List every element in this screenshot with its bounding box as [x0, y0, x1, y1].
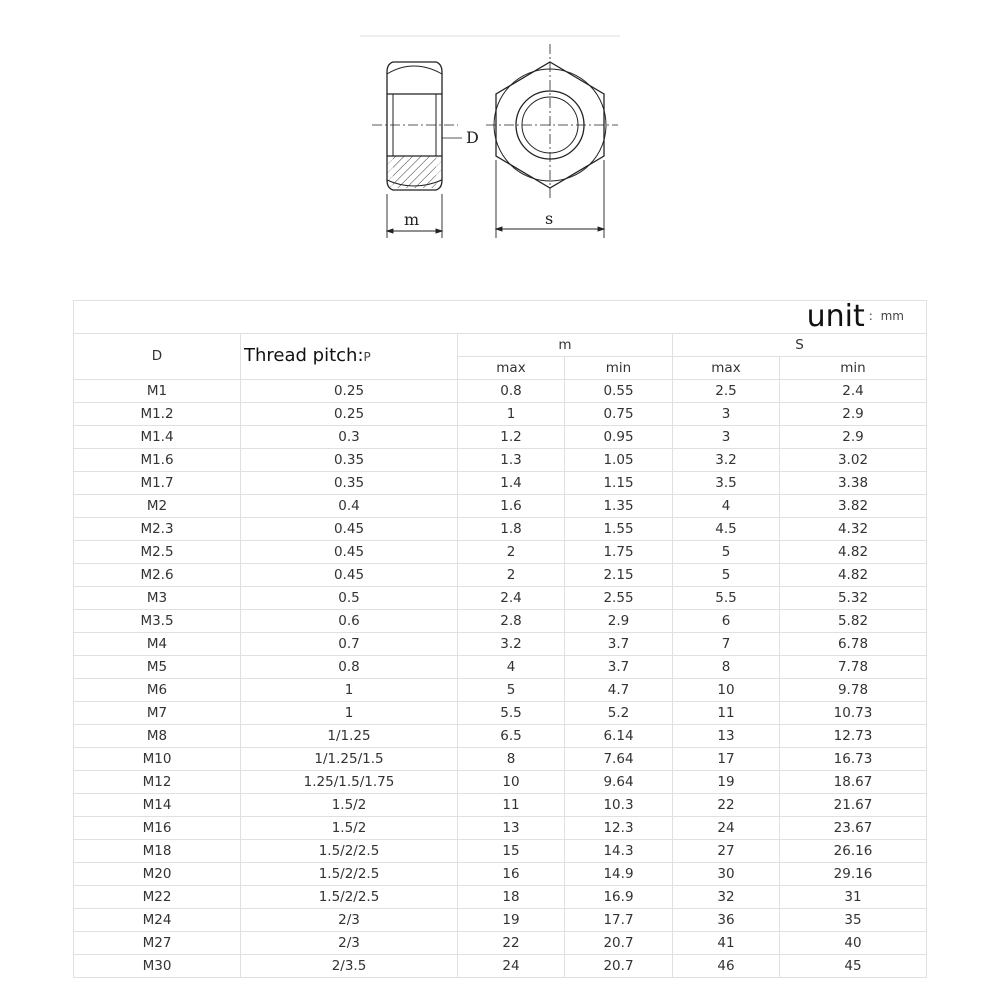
- cell-pitch: 2/3: [241, 908, 458, 931]
- cell-pitch: 1: [241, 678, 458, 701]
- cell-pitch: 1.5/2/2.5: [241, 885, 458, 908]
- table-row: [74, 540, 927, 563]
- table-row: [74, 724, 927, 747]
- cell-s-min: 2.4: [780, 379, 927, 402]
- cell-m-max: 5: [458, 678, 565, 701]
- cell-m-max: 3.2: [458, 632, 565, 655]
- cell-pitch: 0.25: [241, 402, 458, 425]
- cell-m-max: 1.3: [458, 448, 565, 471]
- cell-s-max: 6: [673, 609, 780, 632]
- cell-s-min: 2.9: [780, 425, 927, 448]
- unit-cell: unit : mm: [74, 301, 927, 334]
- cell-pitch: 1.5/2: [241, 793, 458, 816]
- cell-d: M4: [74, 632, 241, 655]
- cell-d: M2: [74, 494, 241, 517]
- cell-m-max: 4: [458, 655, 565, 678]
- cell-m-max: 8: [458, 747, 565, 770]
- hex-nut-drawing: [360, 34, 630, 244]
- table-row: [74, 839, 927, 862]
- unit-label: unit: [806, 300, 865, 333]
- cell-s-min: 9.78: [780, 678, 927, 701]
- cell-m-min: 6.14: [565, 724, 673, 747]
- cell-pitch: 0.3: [241, 425, 458, 448]
- table-row: [74, 747, 927, 770]
- cell-m-max: 1.8: [458, 517, 565, 540]
- header-pitch: [241, 333, 458, 379]
- cell-d: M1.4: [74, 425, 241, 448]
- cell-m-min: 1.75: [565, 540, 673, 563]
- cell-pitch: 1.25/1.5/1.75: [241, 770, 458, 793]
- cell-d: M5: [74, 655, 241, 678]
- cell-pitch: 0.45: [241, 540, 458, 563]
- cell-m-max: 1.2: [458, 425, 565, 448]
- cell-s-max: 41: [673, 931, 780, 954]
- table-row: [74, 471, 927, 494]
- cell-s-min: 3.02: [780, 448, 927, 471]
- cell-s-min: 18.67: [780, 770, 927, 793]
- cell-s-min: 4.32: [780, 517, 927, 540]
- table-row: [74, 954, 927, 977]
- cell-m-max: 0.8: [458, 379, 565, 402]
- table-row: [74, 793, 927, 816]
- cell-m-max: 2: [458, 563, 565, 586]
- cell-pitch: 1: [241, 701, 458, 724]
- cell-s-max: 36: [673, 908, 780, 931]
- cell-d: M1: [74, 379, 241, 402]
- cell-s-max: 27: [673, 839, 780, 862]
- cell-m-max: 22: [458, 931, 565, 954]
- cell-pitch: 0.6: [241, 609, 458, 632]
- cell-s-min: 12.73: [780, 724, 927, 747]
- cell-s-max: 2.5: [673, 379, 780, 402]
- cell-d: M30: [74, 954, 241, 977]
- cell-m-max: 1: [458, 402, 565, 425]
- cell-d: M16: [74, 816, 241, 839]
- cell-m-min: 1.55: [565, 517, 673, 540]
- cell-s-min: 4.82: [780, 540, 927, 563]
- cell-d: M2.6: [74, 563, 241, 586]
- cell-m-min: 10.3: [565, 793, 673, 816]
- cell-m-min: 0.95: [565, 425, 673, 448]
- cell-pitch: 0.35: [241, 448, 458, 471]
- cell-s-min: 7.78: [780, 655, 927, 678]
- table-row: [74, 931, 927, 954]
- cell-m-max: 24: [458, 954, 565, 977]
- cell-s-max: 3.5: [673, 471, 780, 494]
- cell-m-min: 1.05: [565, 448, 673, 471]
- cell-s-min: 40: [780, 931, 927, 954]
- table-row: [74, 517, 927, 540]
- cell-pitch: 0.4: [241, 494, 458, 517]
- cell-pitch: 0.35: [241, 471, 458, 494]
- cell-m-max: 18: [458, 885, 565, 908]
- cell-s-max: 5: [673, 540, 780, 563]
- header-m-min: min: [565, 356, 673, 379]
- cell-s-max: 13: [673, 724, 780, 747]
- cell-s-min: 5.82: [780, 609, 927, 632]
- header-d: D: [74, 333, 241, 379]
- cell-m-min: 4.7: [565, 678, 673, 701]
- cell-m-max: 1.4: [458, 471, 565, 494]
- table-row: [74, 678, 927, 701]
- cell-m-min: 1.35: [565, 494, 673, 517]
- cell-s-max: 3: [673, 425, 780, 448]
- cell-s-min: 26.16: [780, 839, 927, 862]
- cell-m-max: 5.5: [458, 701, 565, 724]
- drawing-label-d: D: [466, 128, 479, 147]
- cell-m-max: 13: [458, 816, 565, 839]
- cell-s-min: 31: [780, 885, 927, 908]
- header-s-min: min: [780, 356, 927, 379]
- cell-pitch: 0.5: [241, 586, 458, 609]
- cell-m-max: 2: [458, 540, 565, 563]
- cell-m-max: 6.5: [458, 724, 565, 747]
- cell-m-min: 17.7: [565, 908, 673, 931]
- header-s: S: [673, 333, 927, 356]
- cell-m-min: 2.55: [565, 586, 673, 609]
- table-row: [74, 908, 927, 931]
- cell-s-min: 3.82: [780, 494, 927, 517]
- cell-d: M22: [74, 885, 241, 908]
- cell-m-min: 3.7: [565, 632, 673, 655]
- table-row: [74, 609, 927, 632]
- cell-pitch: 0.45: [241, 563, 458, 586]
- cell-d: M2.5: [74, 540, 241, 563]
- cell-m-max: 15: [458, 839, 565, 862]
- cell-s-max: 30: [673, 862, 780, 885]
- cell-pitch: 0.7: [241, 632, 458, 655]
- cell-pitch: 0.45: [241, 517, 458, 540]
- cell-m-min: 2.15: [565, 563, 673, 586]
- cell-s-min: 21.67: [780, 793, 927, 816]
- cell-s-max: 5.5: [673, 586, 780, 609]
- cell-s-min: 29.16: [780, 862, 927, 885]
- table-row: [74, 632, 927, 655]
- cell-m-min: 20.7: [565, 954, 673, 977]
- header-m-max: max: [458, 356, 565, 379]
- cell-m-min: 16.9: [565, 885, 673, 908]
- header-row-1: [74, 333, 927, 356]
- cell-m-min: 20.7: [565, 931, 673, 954]
- cell-m-max: 16: [458, 862, 565, 885]
- cell-d: M6: [74, 678, 241, 701]
- cell-s-max: 17: [673, 747, 780, 770]
- unit-row: [74, 301, 927, 334]
- cell-m-min: 14.9: [565, 862, 673, 885]
- cell-s-max: 24: [673, 816, 780, 839]
- header-pitch-symbol: P: [363, 349, 371, 364]
- cell-d: M24: [74, 908, 241, 931]
- table-row: [74, 448, 927, 471]
- cell-m-max: 2.4: [458, 586, 565, 609]
- spec-table: [73, 300, 927, 978]
- drawing-label-m: m: [404, 210, 420, 229]
- header-pitch-label: Thread pitch:: [244, 344, 364, 366]
- table-row: [74, 816, 927, 839]
- cell-d: M12: [74, 770, 241, 793]
- cell-s-min: 23.67: [780, 816, 927, 839]
- cell-pitch: 1.5/2/2.5: [241, 862, 458, 885]
- cell-d: M27: [74, 931, 241, 954]
- cell-pitch: 0.25: [241, 379, 458, 402]
- cell-m-max: 2.8: [458, 609, 565, 632]
- cell-m-max: 1.6: [458, 494, 565, 517]
- nut-side-view: [387, 62, 442, 190]
- cell-s-min: 35: [780, 908, 927, 931]
- cell-d: M3.5: [74, 609, 241, 632]
- drawing-label-s: s: [545, 209, 554, 228]
- cell-m-max: 10: [458, 770, 565, 793]
- cell-s-min: 6.78: [780, 632, 927, 655]
- cell-s-max: 22: [673, 793, 780, 816]
- cell-s-max: 19: [673, 770, 780, 793]
- cell-m-min: 0.55: [565, 379, 673, 402]
- cell-d: M2.3: [74, 517, 241, 540]
- cell-d: M20: [74, 862, 241, 885]
- cell-pitch: 1.5/2: [241, 816, 458, 839]
- table-row: [74, 885, 927, 908]
- table-row: [74, 379, 927, 402]
- table-row: [74, 862, 927, 885]
- cell-s-max: 5: [673, 563, 780, 586]
- table-row: [74, 655, 927, 678]
- cell-d: M7: [74, 701, 241, 724]
- table-row: [74, 770, 927, 793]
- cell-pitch: 2/3.5: [241, 954, 458, 977]
- header-s-max: max: [673, 356, 780, 379]
- cell-s-min: 5.32: [780, 586, 927, 609]
- cell-m-min: 14.3: [565, 839, 673, 862]
- cell-d: M1.6: [74, 448, 241, 471]
- table-row: [74, 425, 927, 448]
- cell-d: M8: [74, 724, 241, 747]
- cell-s-max: 8: [673, 655, 780, 678]
- cell-m-min: 1.15: [565, 471, 673, 494]
- cell-m-min: 12.3: [565, 816, 673, 839]
- cell-m-min: 2.9: [565, 609, 673, 632]
- table-row: [74, 586, 927, 609]
- cell-s-min: 10.73: [780, 701, 927, 724]
- header-m: m: [458, 333, 673, 356]
- cell-s-min: 2.9: [780, 402, 927, 425]
- cell-pitch: 2/3: [241, 931, 458, 954]
- cell-m-max: 19: [458, 908, 565, 931]
- cell-s-max: 11: [673, 701, 780, 724]
- cell-s-max: 46: [673, 954, 780, 977]
- cell-m-min: 3.7: [565, 655, 673, 678]
- cell-s-min: 3.38: [780, 471, 927, 494]
- cell-s-min: 45: [780, 954, 927, 977]
- unit-value: mm: [880, 309, 904, 323]
- cell-s-max: 7: [673, 632, 780, 655]
- cell-s-max: 4: [673, 494, 780, 517]
- cell-pitch: 1/1.25: [241, 724, 458, 747]
- cell-s-max: 3: [673, 402, 780, 425]
- cell-d: M14: [74, 793, 241, 816]
- cell-d: M1.7: [74, 471, 241, 494]
- table-row: [74, 494, 927, 517]
- cell-pitch: 1.5/2/2.5: [241, 839, 458, 862]
- cell-m-min: 5.2: [565, 701, 673, 724]
- cell-s-max: 32: [673, 885, 780, 908]
- cell-m-min: 0.75: [565, 402, 673, 425]
- cell-pitch: 0.8: [241, 655, 458, 678]
- cell-d: M3: [74, 586, 241, 609]
- cell-s-min: 16.73: [780, 747, 927, 770]
- table-row: [74, 402, 927, 425]
- cell-d: M18: [74, 839, 241, 862]
- table-row: [74, 701, 927, 724]
- cell-s-max: 4.5: [673, 517, 780, 540]
- table-row: [74, 563, 927, 586]
- cell-s-max: 10: [673, 678, 780, 701]
- cell-d: M10: [74, 747, 241, 770]
- cell-d: M1.2: [74, 402, 241, 425]
- cell-m-min: 7.64: [565, 747, 673, 770]
- cell-m-min: 9.64: [565, 770, 673, 793]
- cell-m-max: 11: [458, 793, 565, 816]
- cell-s-min: 4.82: [780, 563, 927, 586]
- cell-pitch: 1/1.25/1.5: [241, 747, 458, 770]
- cell-s-max: 3.2: [673, 448, 780, 471]
